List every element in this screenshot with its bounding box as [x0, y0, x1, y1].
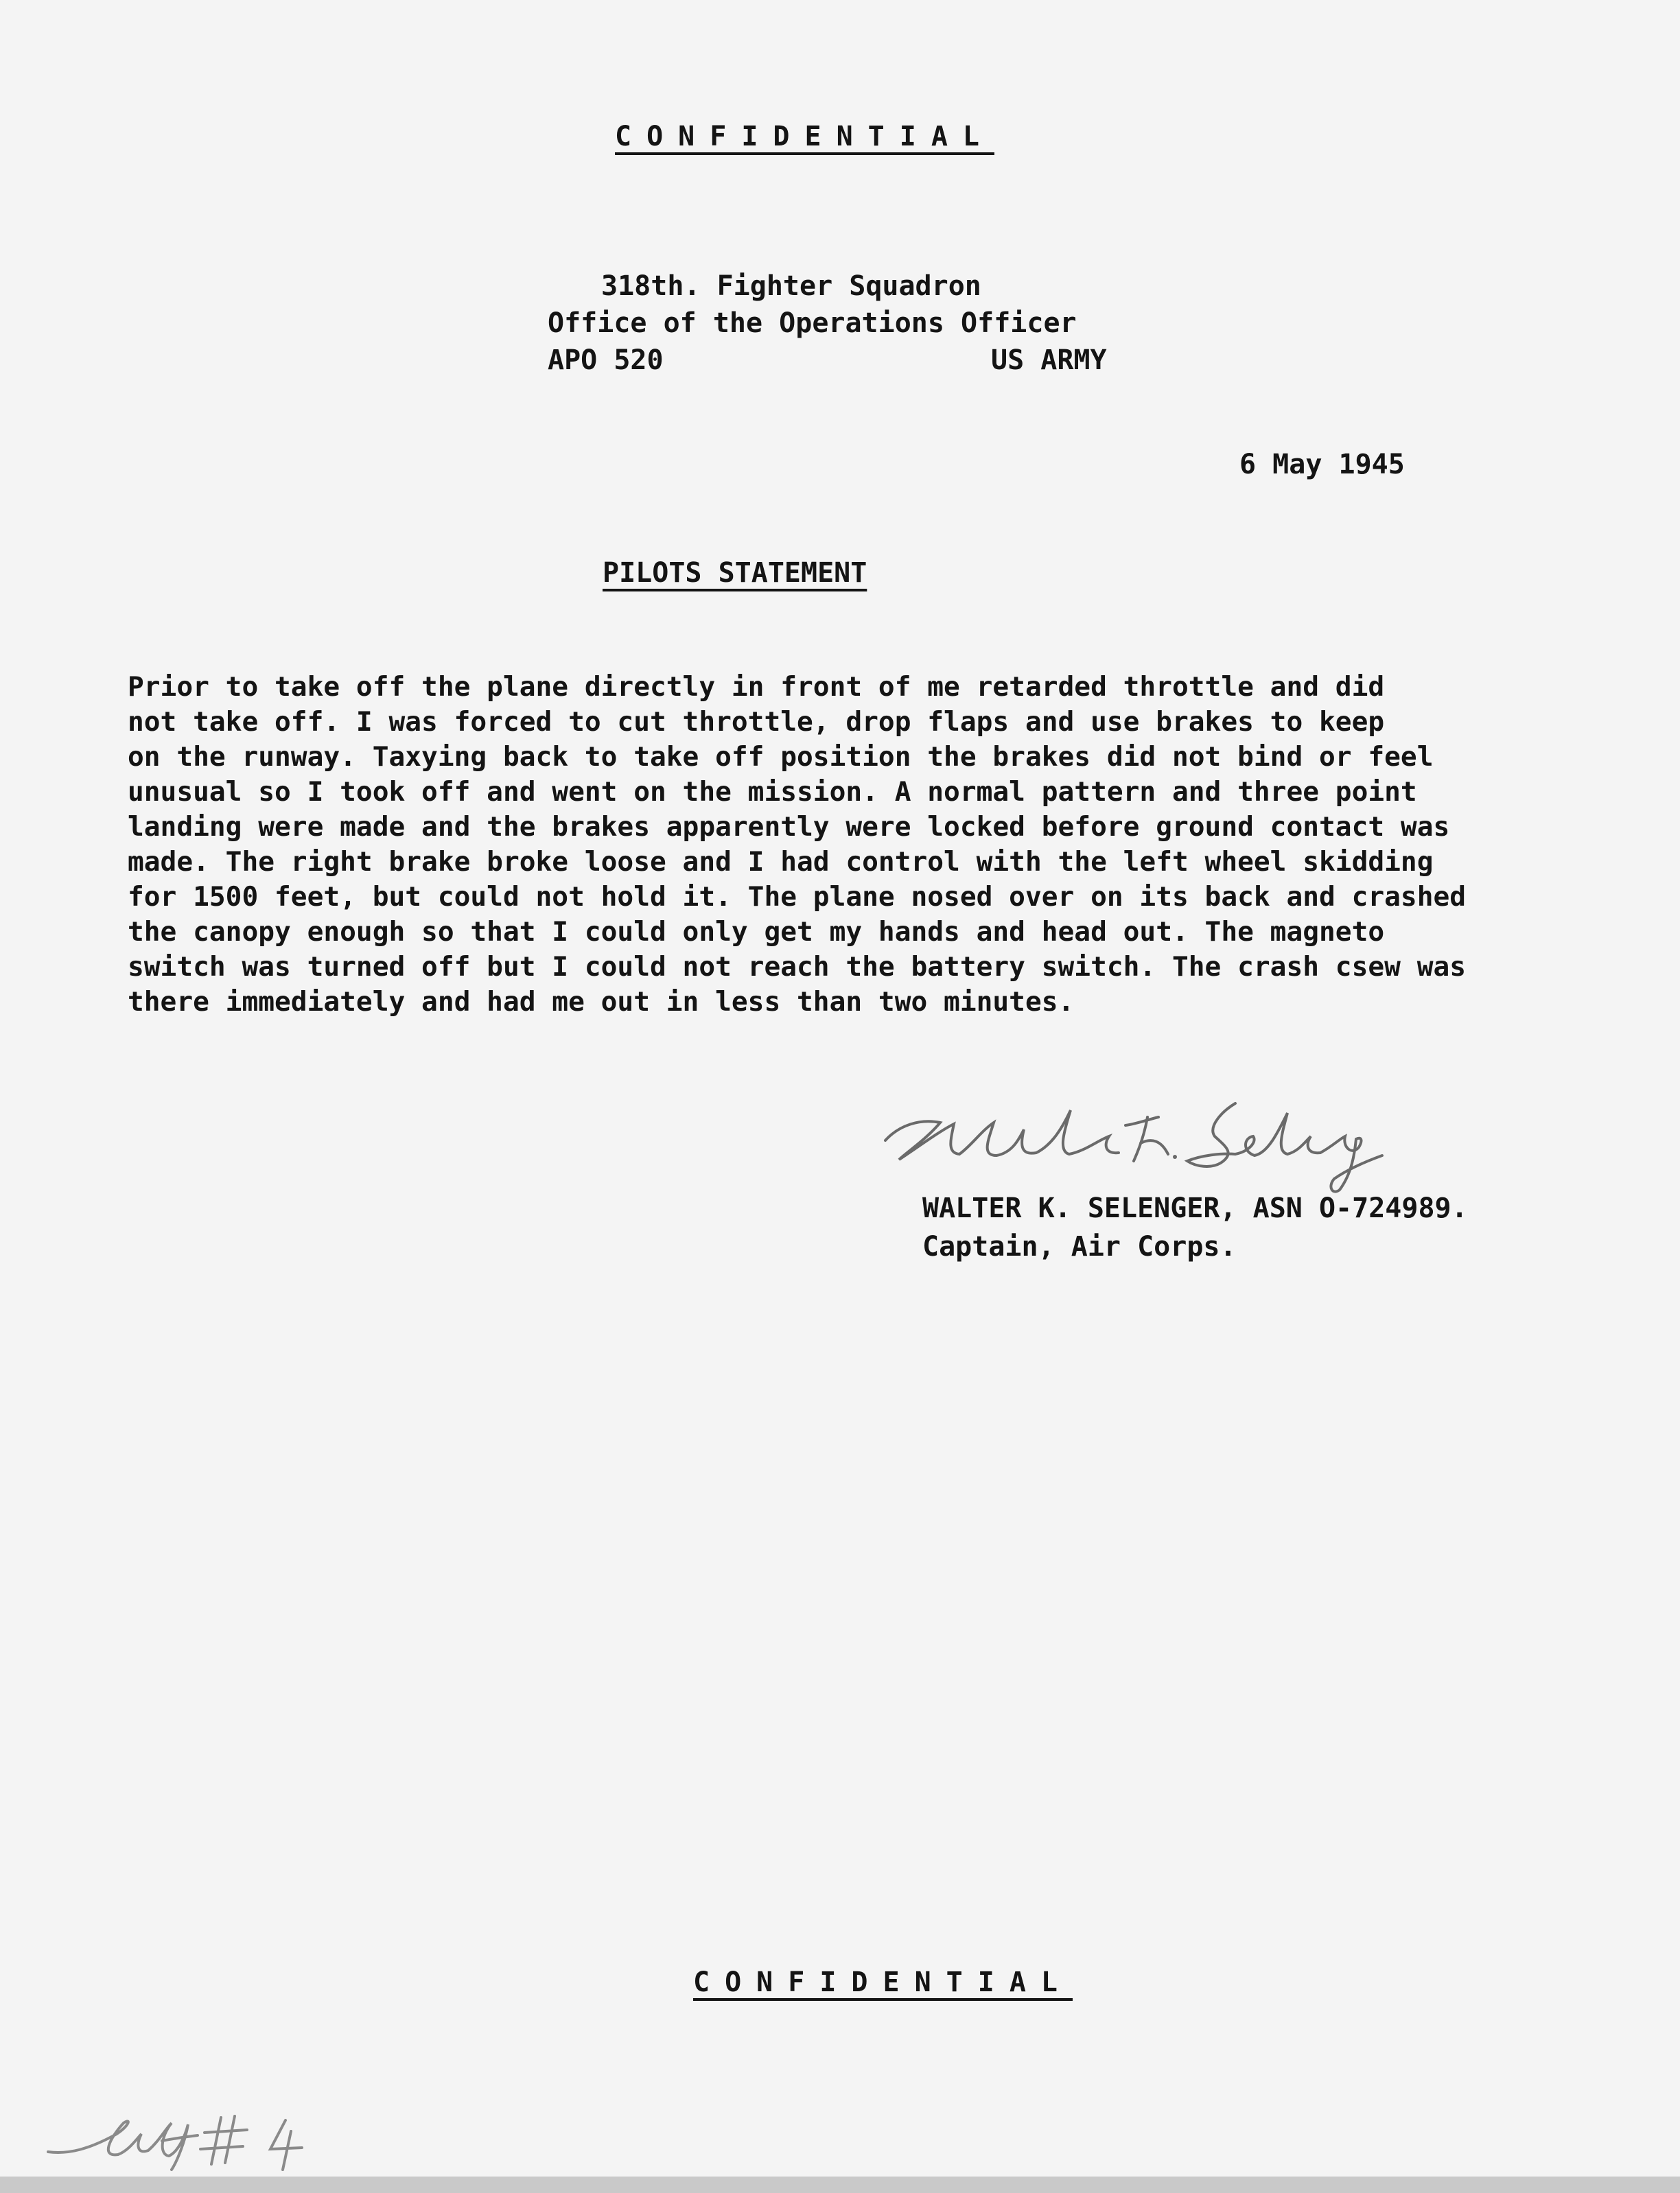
handwritten-signature [878, 1098, 1386, 1201]
signatory-name: WALTER K. SELENGER, ASN O-724989. [922, 1193, 1468, 1224]
body-line: for 1500 feet, but could not hold it. The plane nosed over on its back and crashed [128, 881, 1467, 913]
body-line: landing were made and the brakes apparently were locked before ground contact was [128, 811, 1450, 843]
letterhead-office: Office of the Operations Officer [548, 307, 1077, 339]
body-line: the canopy enough so that I could only get my hands and head out. The magneto [128, 916, 1385, 948]
body-line: switch was turned off but I could not reach the battery switch. The crash csew was [128, 951, 1467, 983]
body-line: on the runway. Taxying back to take off position the brakes did not bind or feel [128, 741, 1434, 773]
statement-body [128, 670, 1610, 1020]
page-bottom-edge [0, 2177, 1680, 2193]
body-line: made. The right brake broke loose and I had control with the left wheel skidding [128, 846, 1434, 878]
body-line: not take off. I was forced to cut throttle, drop flaps and use brakes to keep [128, 706, 1385, 738]
document-heading: PILOTS STATEMENT [603, 557, 867, 589]
letterhead-apo: APO 520 [548, 344, 664, 376]
letterhead-service: US ARMY [991, 344, 1107, 376]
classification-bottom: CONFIDENTIAL [693, 1967, 1073, 1998]
body-line: unusual so I took off and went on the mission. A normal pattern and three point [128, 776, 1417, 808]
letterhead-unit: 318th. Fighter Squadron [601, 270, 981, 302]
body-line: there immediately and had me out in less than two minutes. [128, 986, 1075, 1018]
document-date: 6 May 1945 [1239, 449, 1405, 480]
body-line: Prior to take off the plane directly in front of me retarded throttle and did [128, 671, 1385, 703]
classification-top: CONFIDENTIAL [615, 121, 994, 152]
handwritten-notation [41, 2093, 329, 2175]
signatory-rank: Captain, Air Corps. [922, 1231, 1237, 1263]
